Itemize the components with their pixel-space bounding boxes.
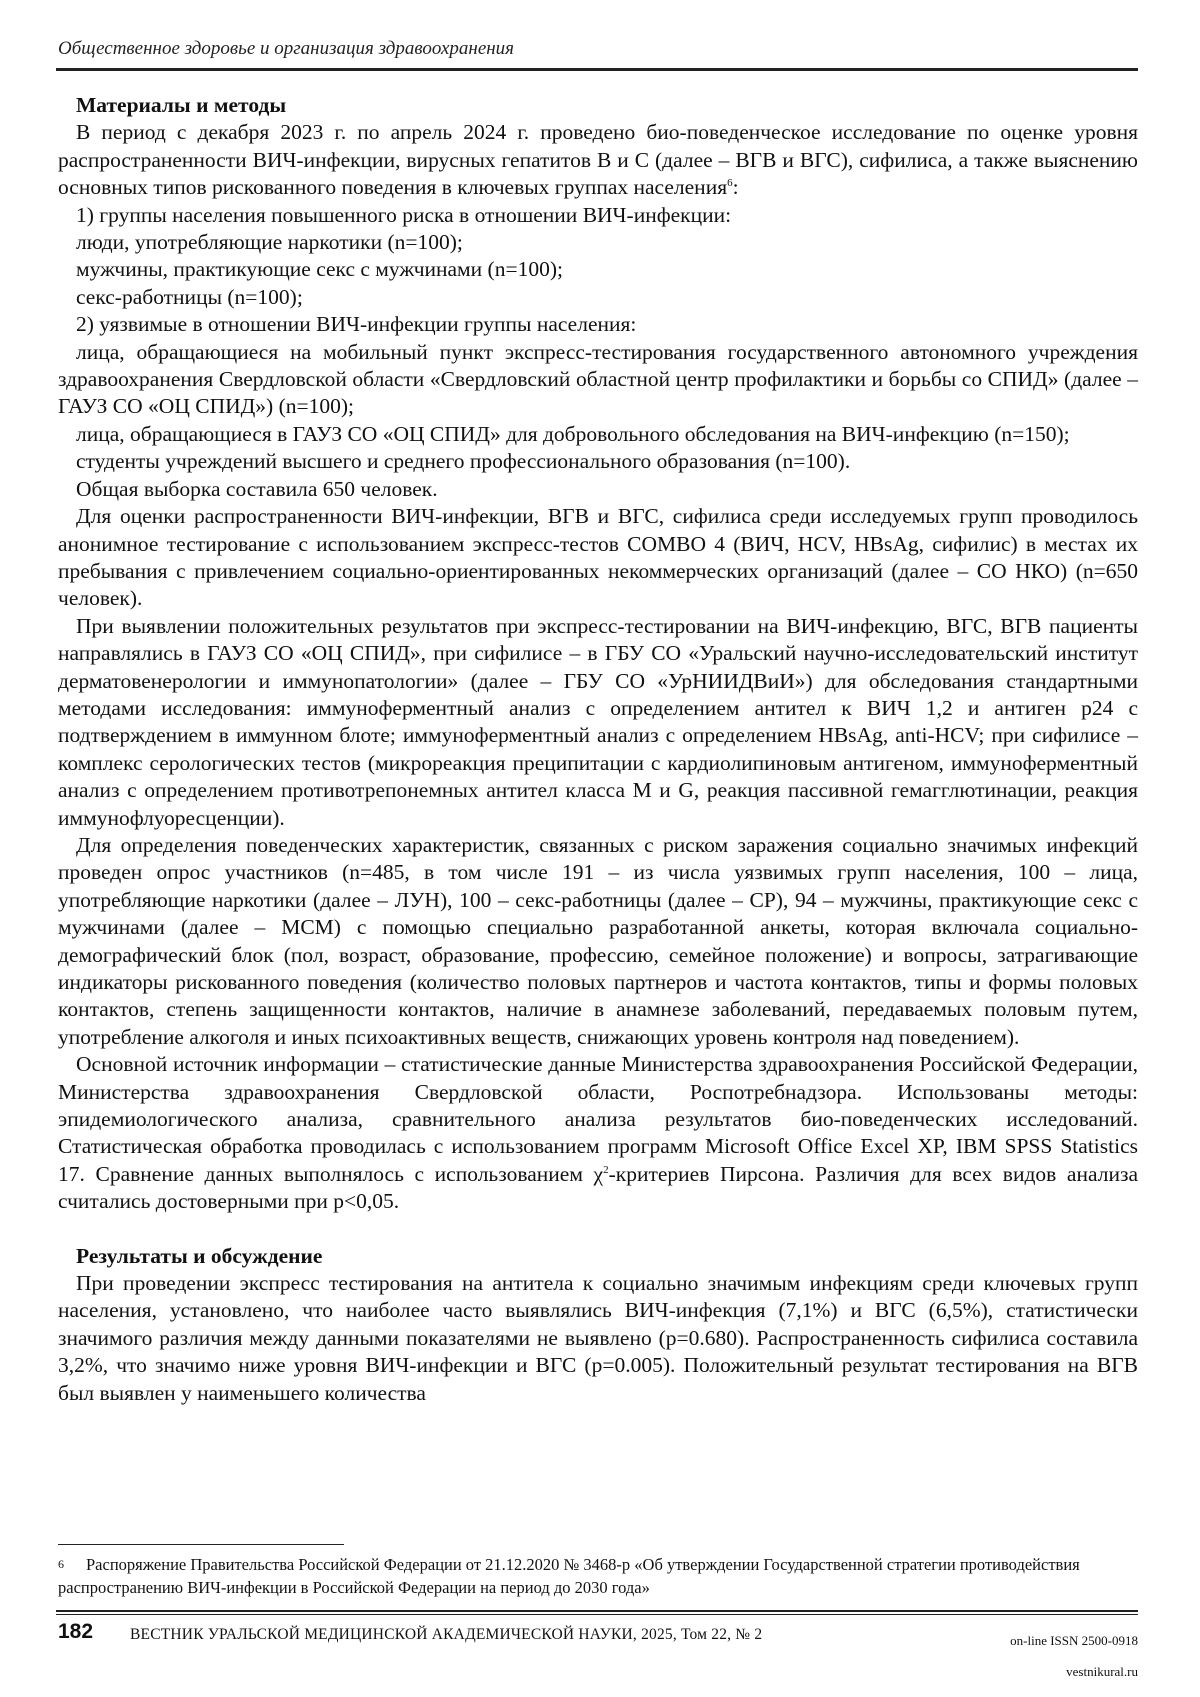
list-item: лица, обращающиеся в ГАУЗ СО «ОЦ СПИД» для добровольного обследования на ВИЧ-инфекцию (n=150); — [76, 421, 1070, 446]
list-item: люди, употребляющие наркотики (n=100); — [76, 230, 463, 255]
footnote-mark: 6 — [58, 1557, 64, 1571]
footnote-rule — [58, 1544, 344, 1545]
list-item: лица, обращающиеся на мобильный пункт экспресс-тестирования государственного автономного учреждения здравоохранения Свердловской области «Свердловский областной центр профилактики и борьбы со СПИД» (далее – ГАУЗ СО «ОЦ СПИД») (n=100); — [58, 339, 1138, 419]
paragraph: Для оценки распространенности ВИЧ-инфекции, ВГВ и ВГС, сифилиса среди исследуемых групп проводилось анонимное тестирование с использованием экспресс-тестов COMBO 4 (ВИЧ, HCV, HBsAg, сифилис) в местах их пребывания с привлечением социально-ориентированных некоммерческих организаций (далее – СО НКО) (n=650 человек). — [58, 504, 1138, 611]
page-number: 182 — [58, 1620, 94, 1643]
running-head: Общественное здоровье и организация здравоохранения — [58, 38, 515, 59]
paragraph: При выявлении положительных результатов при экспресс-тестировании на ВИЧ-инфекцию, ВГС, ВГВ пациенты направлялись в ГАУЗ СО «ОЦ СПИД», при сифилисе – в ГБУ СО «Уральский научно-исследовательский институт дерматовенерологии и иммунопатологии» (далее – ГБУ СО «УрНИИДВиИ») для обследования стандартными методами исследования: иммуноферментный анализ с определением антител к ВИЧ 1,2 и антиген p24 с подтверждением в иммунном блоте; иммуноферментный анализ с определением HBsAg, anti-HCV; при сифилисе – комплекс серологических тестов (микрореакция преципитации с кардиолипиновым антигеном, иммуноферментный анализ с определением противотрепонемных антител класса M и G, реакция пассивной гемагглютинации, реакция иммунофлуоресценции). — [58, 613, 1138, 830]
paragraph-text: В период с декабря 2023 г. по апрель 2024 г. проведено био-поведенческое исследование по оценке уровня распространенности ВИЧ-инфекции, вирусных гепатитов В и С (далее – ВГВ и ВГС), сифилиса, а также выяснению основных типов рискованного поведения в ключевых группах населения — [58, 120, 1138, 200]
section-heading-methods: Материалы и методы — [76, 93, 287, 117]
superscript: 2 — [603, 1163, 609, 1176]
paragraph-text: Основной источник информации – статистические данные Министерства здравоохранения Российской Федерации, Министерства здравоохранения Свердловской области, Роспотребнадзора. Использованы методы: эпидемиологического анализа, сравнительного анализа результатов био-поведенческих исследований. Статистическая обработка проводилась с использованием программ Microsoft Office Excel XP, IBM SPSS Statistics 17. Сравнение данных выполнялось с использованием χ — [58, 1052, 1138, 1186]
header-rule — [56, 68, 1138, 71]
website-link[interactable]: vestnikural.ru — [1066, 1664, 1138, 1679]
list-item: Общая выборка составила 650 человек. — [76, 476, 438, 501]
paragraph-text-end: : — [732, 175, 739, 200]
paragraph-text-end: -критериев Пирсона. Различия для всех видов анализа считались достоверными при p<0,05. — [58, 1161, 1138, 1214]
list-item: студенты учреждений высшего и среднего профессионального образования (n=100). — [76, 449, 851, 474]
list-item: 2) уязвимые в отношении ВИЧ-инфекции группы населения: — [76, 312, 637, 337]
footer-rule — [56, 1610, 1138, 1612]
footnote-ref[interactable]: 6 — [727, 177, 733, 190]
footer-rule-thin — [56, 1614, 1138, 1615]
list-item: секс-работницы (n=100); — [76, 284, 303, 309]
paragraph — [58, 1051, 1138, 1215]
paragraph: Для определения поведенческих характеристик, связанных с риском заражения социально значимых инфекций проведен опрос участников (n=485, в том числе 191 – из числа уязвимых групп населения, 100 – лица, употребляющие наркотики (далее – ЛУН), 100 – секс-работницы (далее – СР), 94 – мужчины, практикующие секс с мужчинами (далее – МСМ) с помощью специально разработанной анкеты, которая включала социально-демографический блок (пол, возраст, образование, профессию, семейное положение) и вопросы, затрагивающие индикаторы рискованного поведения (количество половых партнеров и частота контактов, типы и формы половых контактов, степень защищенности контактов, наличие в анамнезе заболеваний, передаваемых половым путем, употребление алкоголя и иных психоактивных веществ, снижающих уровень контроля над поведением). — [58, 832, 1138, 1049]
journal-title: ВЕСТНИК УРАЛЬСКОЙ МЕДИЦИНСКОЙ АКАДЕМИЧЕСКОЙ НАУКИ, 2025, Том 22, № 2 — [130, 1626, 763, 1643]
footnote — [58, 1553, 1138, 1599]
issn: on-line ISSN 2500-0918 — [1010, 1633, 1138, 1648]
paragraph: При проведении экспресс тестирования на антитела к социально значимым инфекциям среди ключевых групп населения, установлено, что наиболее часто выявлялись ВИЧ-инфекция (7,1%) и ВГС (6,5%), статистически значимого различия между данными показателями не выявлено (p=0.680). Распространенность сифилиса составила 3,2%, что значимо ниже уровня ВИЧ-инфекции и ВГС (p=0.005). Положительный результат тестирования на ВГВ был выявлен у наименьшего количества — [58, 1271, 1138, 1405]
list-item: 1) группы населения повышенного риска в отношении ВИЧ-инфекции: — [76, 202, 732, 227]
article-body — [58, 92, 1138, 1407]
section-heading-results: Результаты и обсуждение — [76, 1243, 323, 1268]
footnote-text: Распоряжение Правительства Российской Федерации от 21.12.2020 № 3468-р «Об утверждении Государственной стратегии противодействия распространению ВИЧ-инфекции в Российской Федерации на период до 2030 года» — [58, 1555, 1080, 1597]
list-item: мужчины, практикующие секс с мужчинами (n=100); — [76, 257, 563, 282]
paragraph — [58, 119, 1138, 201]
